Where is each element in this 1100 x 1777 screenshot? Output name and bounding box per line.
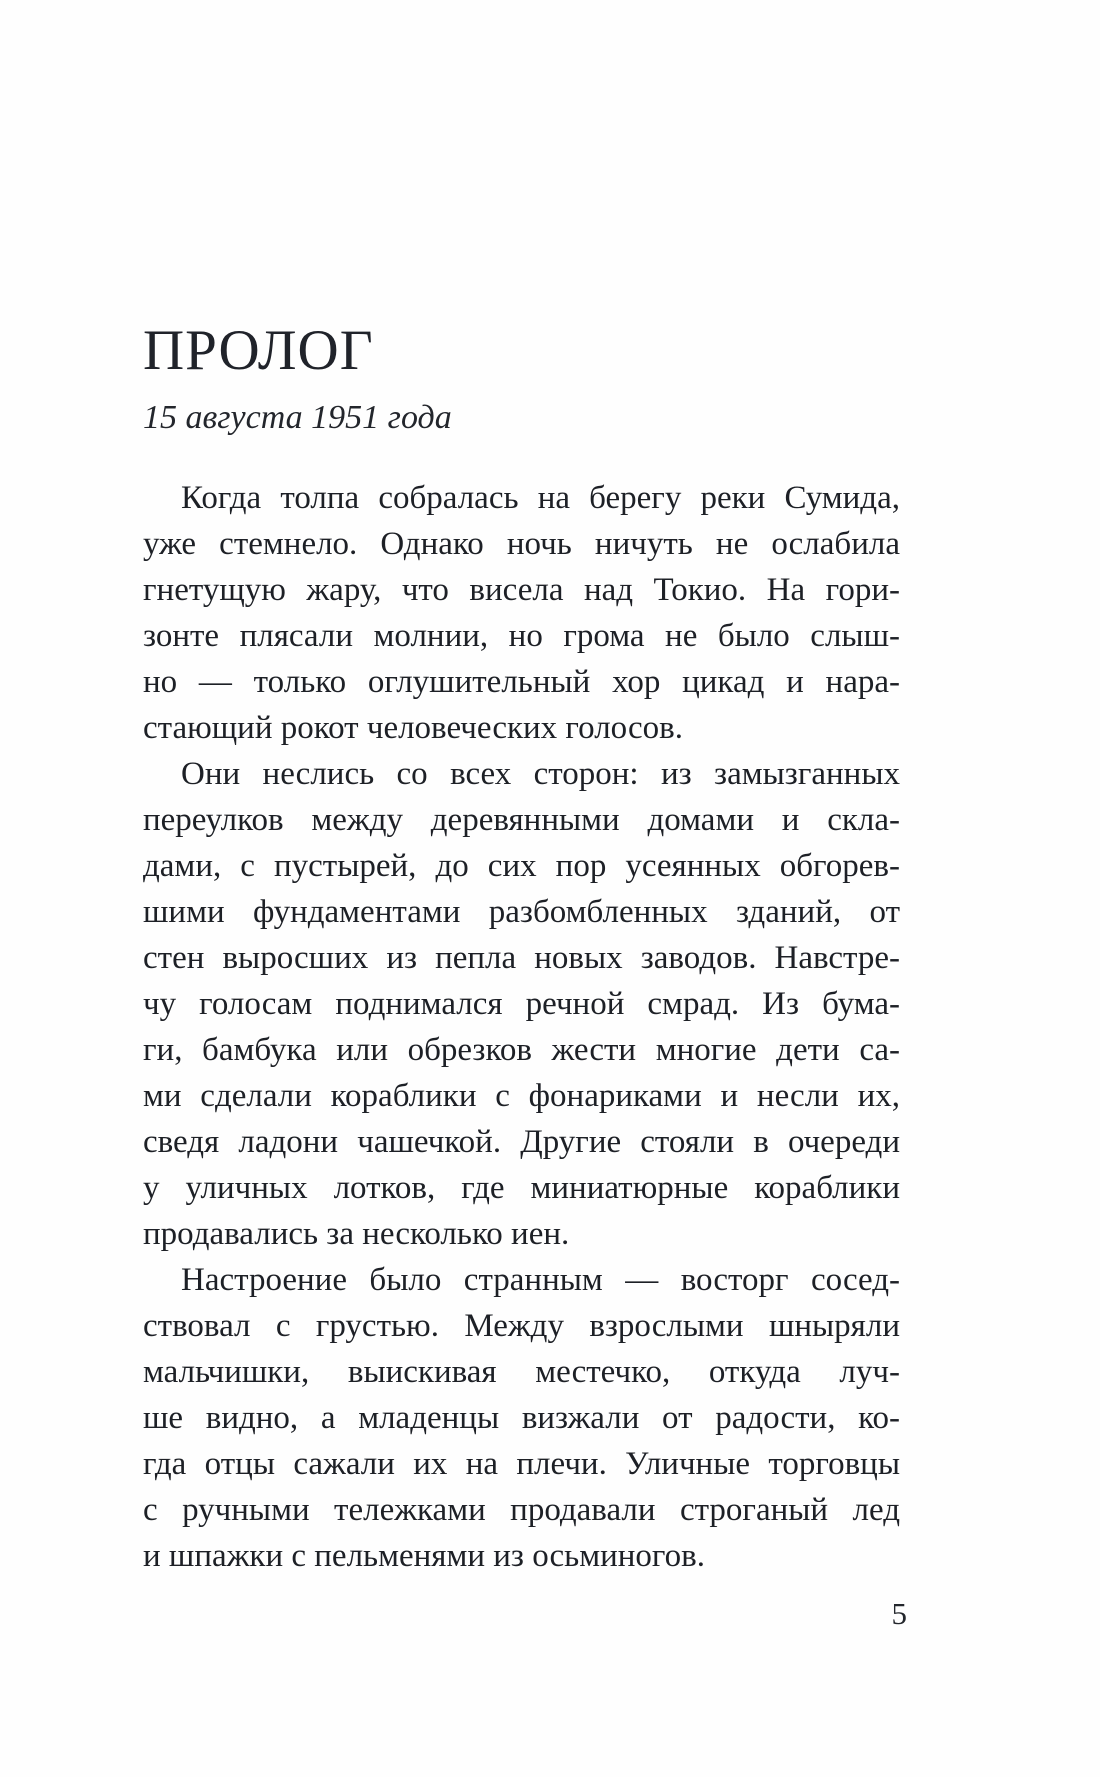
chapter-title: ПРОЛОГ — [143, 319, 374, 382]
page-number: 5 — [891, 1596, 907, 1631]
text-line: шими фундаментами разбомбленных зданий, от — [143, 894, 900, 931]
text-line: ги, бамбука или обрезков жести многие дети са- — [143, 1032, 900, 1069]
text-line: гда отцы сажали их на плечи. Уличные торговцы — [143, 1446, 900, 1483]
paragraph — [143, 1257, 900, 1579]
paragraph — [143, 475, 900, 751]
text-line: сведя ладони чашечкой. Другие стояли в очереди — [143, 1124, 900, 1161]
paragraph — [143, 751, 900, 1257]
text-line: уже стемнело. Однако ночь ничуть не ослабила — [143, 526, 900, 563]
text-line: ми сделали кораблики с фонариками и несли их, — [143, 1078, 900, 1115]
text-line: с ручными тележками продавали строганый лед — [143, 1492, 900, 1529]
text-line: ше видно, а младенцы визжали от радости, ко- — [143, 1400, 900, 1437]
text-line: ствовал с грустью. Между взрослыми шныряли — [143, 1308, 900, 1345]
text-line: Настроение было странным — восторг сосед- — [181, 1262, 900, 1299]
text-line: Когда толпа собралась на берегу реки Сумида, — [181, 480, 900, 517]
text-line: у уличных лотков, где миниатюрные кораблики — [143, 1170, 900, 1207]
text-line: и шпажки с пельменями из осьминогов. — [143, 1538, 705, 1575]
text-line: гнетущую жару, что висела над Токио. На гори- — [143, 572, 900, 609]
chapter-date-subtitle: 15 августа 1951 года — [143, 398, 452, 436]
text-line: зонте плясали молнии, но грома не было слыш- — [143, 618, 900, 655]
text-line: переулков между деревянными домами и скла- — [143, 802, 900, 839]
text-line: чу голосам поднимался речной смрад. Из бума- — [143, 986, 900, 1023]
text-line: продавались за несколько иен. — [143, 1216, 570, 1253]
text-line: стающий рокот человеческих голосов. — [143, 710, 683, 747]
text-line: Они неслись со всех сторон: из замызганных — [181, 756, 900, 793]
text-line: мальчишки, выискивая местечко, откуда луч- — [143, 1354, 900, 1391]
body-text — [143, 475, 900, 1579]
text-line: стен выросших из пепла новых заводов. Навстре- — [143, 940, 900, 977]
text-line: дами, с пустырей, до сих пор усеянных обгорев- — [143, 848, 900, 885]
text-line: но — только оглушительный хор цикад и нара- — [143, 664, 900, 701]
text-column — [143, 0, 900, 1579]
